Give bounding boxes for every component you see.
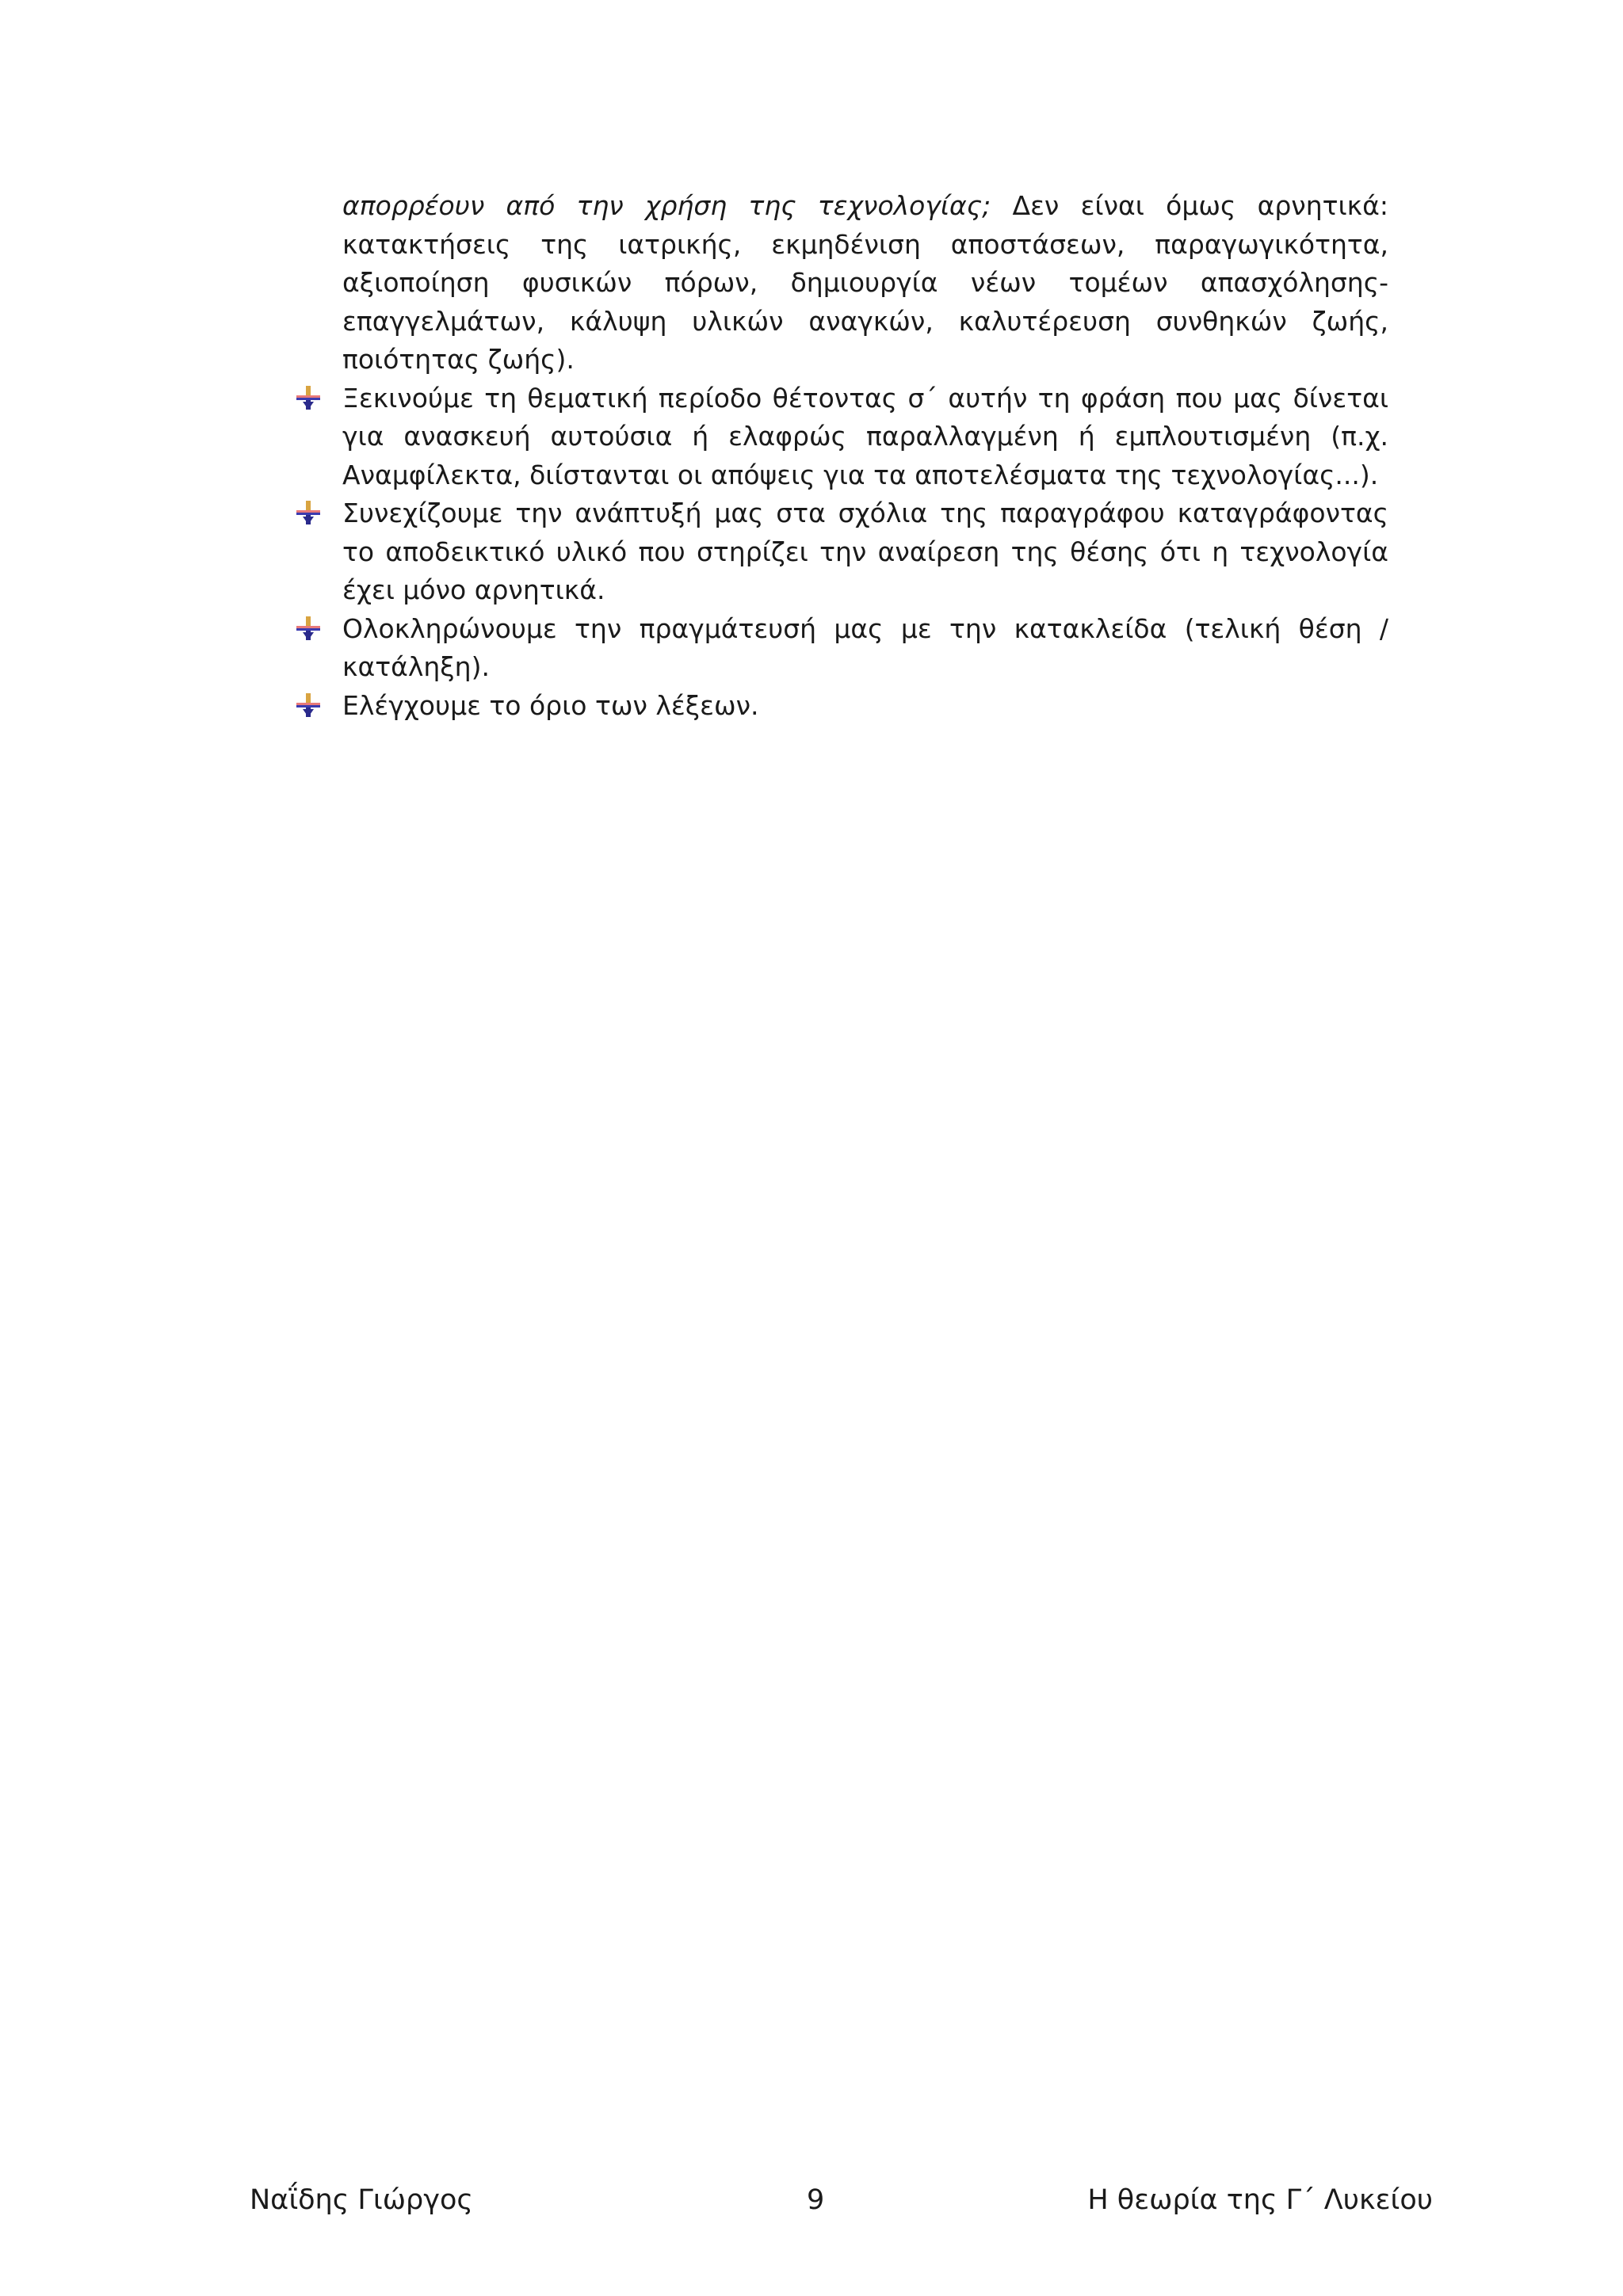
bullet-text-2: Συνεχίζουμε την ανάπτυξή μας στα σχόλια της παραγράφου καταγράφοντας το αποδεικτικό υλικό που στηρίζει την αναίρεση της θέσης ότι η τεχνολογία έχει μόνο αρνητικά.: [342, 498, 1388, 605]
bullet-text-1: Ξεκινούμε τη θεματική περίοδο θέτοντας σ΄ αυτήν τη φράση που μας δίνεται για ανασκευή αυτούσια ή ελαφρώς παραλλαγμένη ή εμπλουτισμένη (π.χ. Αναμφίλεκτα, διίστανται οι απόψεις για τα αποτελέσματα της τεχνολογίας...).: [342, 382, 1388, 490]
footer-author: Ναΐδης Γιώργος: [250, 2184, 473, 2216]
bullet-text-3: Ολοκληρώνουμε την πραγμάτευσή μας με την κατακλείδα (τελική θέση / κατάληξη).: [342, 612, 1388, 682]
footer-book-title: Η θεωρία της Γ΄ Λυκείου: [1087, 2184, 1433, 2216]
intro-italic-text: απορρέουν από την χρήση της τεχνολογίας;: [342, 190, 991, 221]
bullet-item-4: [342, 687, 1388, 726]
four-arrow-bullet-icon: [295, 692, 322, 719]
bullet-item-1: [342, 379, 1388, 495]
intro-paragraph: [342, 187, 1388, 379]
bullet-item-3: [342, 610, 1388, 687]
intro-text: Δεν είναι όμως αρνητικά: κατακτήσεις της ιατρικής, εκμηδένιση αποστάσεων, παραγωγικότητα, αξιοποίηση φυσικών πόρων, δημιουργία νέων τομέων απασχόλησης-επαγγελμάτων, κάλυψη υλικών αναγκών, καλυτέρευση συνθηκών ζωής, ποιότητας ζωής).: [342, 190, 1388, 375]
footer-page-number: 9: [807, 2184, 825, 2216]
four-arrow-bullet-icon: [295, 499, 322, 526]
page-footer: [0, 2180, 1623, 2220]
bullet-item-2: [342, 494, 1388, 610]
bullet-text-4: Ελέγχουμε το όριο των λέξεων.: [342, 689, 759, 721]
four-arrow-bullet-icon: [295, 615, 322, 642]
four-arrow-bullet-icon: [295, 384, 322, 411]
document-body: [342, 187, 1388, 725]
